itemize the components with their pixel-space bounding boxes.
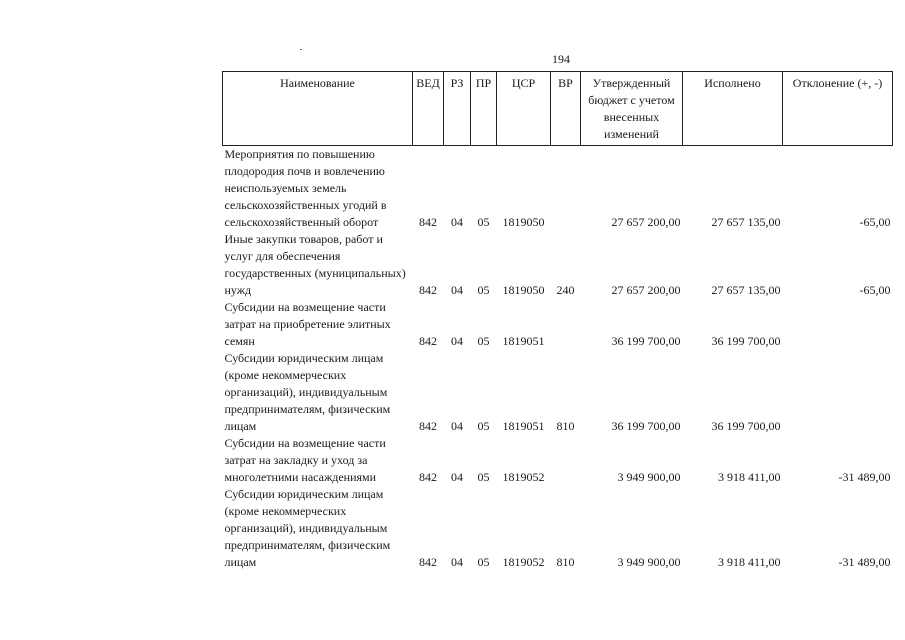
row-deviation <box>783 299 893 350</box>
row-deviation: -65,00 <box>859 215 891 229</box>
row-csr: 1819051 <box>502 419 545 433</box>
row-executed: 36 199 700,00 <box>711 419 781 433</box>
row-vr <box>551 435 581 486</box>
row-deviation: -65,00 <box>859 283 891 297</box>
row-ved: 842 <box>419 283 437 297</box>
header-approved: Утвержденный бюджет с учетом внесенных изменений <box>581 72 683 146</box>
table-header-row <box>223 72 893 146</box>
header-rz: РЗ <box>444 72 471 146</box>
row-pr: 05 <box>477 555 490 569</box>
row-executed: 3 918 411,00 <box>717 555 781 569</box>
row-approved: 27 657 200,00 <box>611 283 681 297</box>
row-executed: 36 199 700,00 <box>711 334 781 348</box>
table-row <box>223 350 893 435</box>
row-name: Субсидии на возмещение части затрат на закладку и уход за многолетними насаждениями <box>224 436 386 484</box>
row-approved: 36 199 700,00 <box>611 334 681 348</box>
row-pr: 05 <box>477 215 490 229</box>
row-ved: 842 <box>419 334 437 348</box>
row-csr: 1819050 <box>502 283 545 297</box>
row-executed: 3 918 411,00 <box>717 470 781 484</box>
row-approved: 3 949 900,00 <box>617 555 681 569</box>
row-ved: 842 <box>419 555 437 569</box>
row-csr: 1819052 <box>502 470 545 484</box>
row-name: Иные закупки товаров, работ и услуг для обеспечения государственных (муниципальных) нужд <box>224 232 406 297</box>
row-deviation: -31 489,00 <box>838 555 891 569</box>
row-vr <box>551 146 581 232</box>
row-rz: 04 <box>451 555 463 569</box>
row-rz: 04 <box>451 470 463 484</box>
header-vr: ВР <box>551 72 581 146</box>
row-vr: 810 <box>556 419 575 433</box>
row-approved: 27 657 200,00 <box>611 215 681 229</box>
row-csr: 1819050 <box>502 215 545 229</box>
table-row <box>223 299 893 350</box>
row-name: Субсидии юридическим лицам (кроме некоммерческих организаций), индивидуальным предпринимателям, физическим лицам <box>224 487 391 569</box>
row-csr: 1819052 <box>502 555 545 569</box>
row-approved: 36 199 700,00 <box>611 419 681 433</box>
page-number: 194 <box>552 52 570 66</box>
row-deviation <box>783 350 893 435</box>
header-pr: ПР <box>471 72 497 146</box>
row-approved: 3 949 900,00 <box>617 470 681 484</box>
table-row <box>223 146 893 232</box>
table-row <box>223 486 893 571</box>
row-name: Субсидии юридическим лицам (кроме некоммерческих организаций), индивидуальным предпринимателям, физическим лицам <box>224 351 391 433</box>
row-rz: 04 <box>451 419 463 433</box>
row-vr: 810 <box>556 555 575 569</box>
header-ved: ВЕД <box>413 72 444 146</box>
row-name: Мероприятия по повышению плодородия почв и вовлечению неиспользуемых земель сельскохозяйственных угодий в сельскохозяйственный оборот <box>224 147 387 229</box>
row-executed: 27 657 135,00 <box>711 283 781 297</box>
row-pr: 05 <box>477 419 490 433</box>
row-rz: 04 <box>451 283 463 297</box>
header-csr: ЦСР <box>497 72 551 146</box>
row-pr: 05 <box>477 283 490 297</box>
row-name: Субсидии на возмещение части затрат на приобретение элитных семян <box>224 300 391 348</box>
row-deviation: -31 489,00 <box>838 470 891 484</box>
table-row <box>223 231 893 299</box>
header-name: Наименование <box>223 72 413 146</box>
row-ved: 842 <box>419 215 437 229</box>
row-csr: 1819051 <box>502 334 545 348</box>
table-row <box>223 435 893 486</box>
row-ved: 842 <box>419 470 437 484</box>
row-ved: 842 <box>419 419 437 433</box>
row-executed: 27 657 135,00 <box>711 215 781 229</box>
header-executed: Исполнено <box>683 72 783 146</box>
row-rz: 04 <box>451 334 463 348</box>
row-vr <box>551 299 581 350</box>
scan-speck <box>300 49 302 50</box>
row-pr: 05 <box>477 334 490 348</box>
row-rz: 04 <box>451 215 463 229</box>
budget-table <box>222 71 893 571</box>
header-deviation: Отклонение (+, -) <box>783 72 893 146</box>
row-pr: 05 <box>477 470 490 484</box>
row-vr: 240 <box>556 283 575 297</box>
